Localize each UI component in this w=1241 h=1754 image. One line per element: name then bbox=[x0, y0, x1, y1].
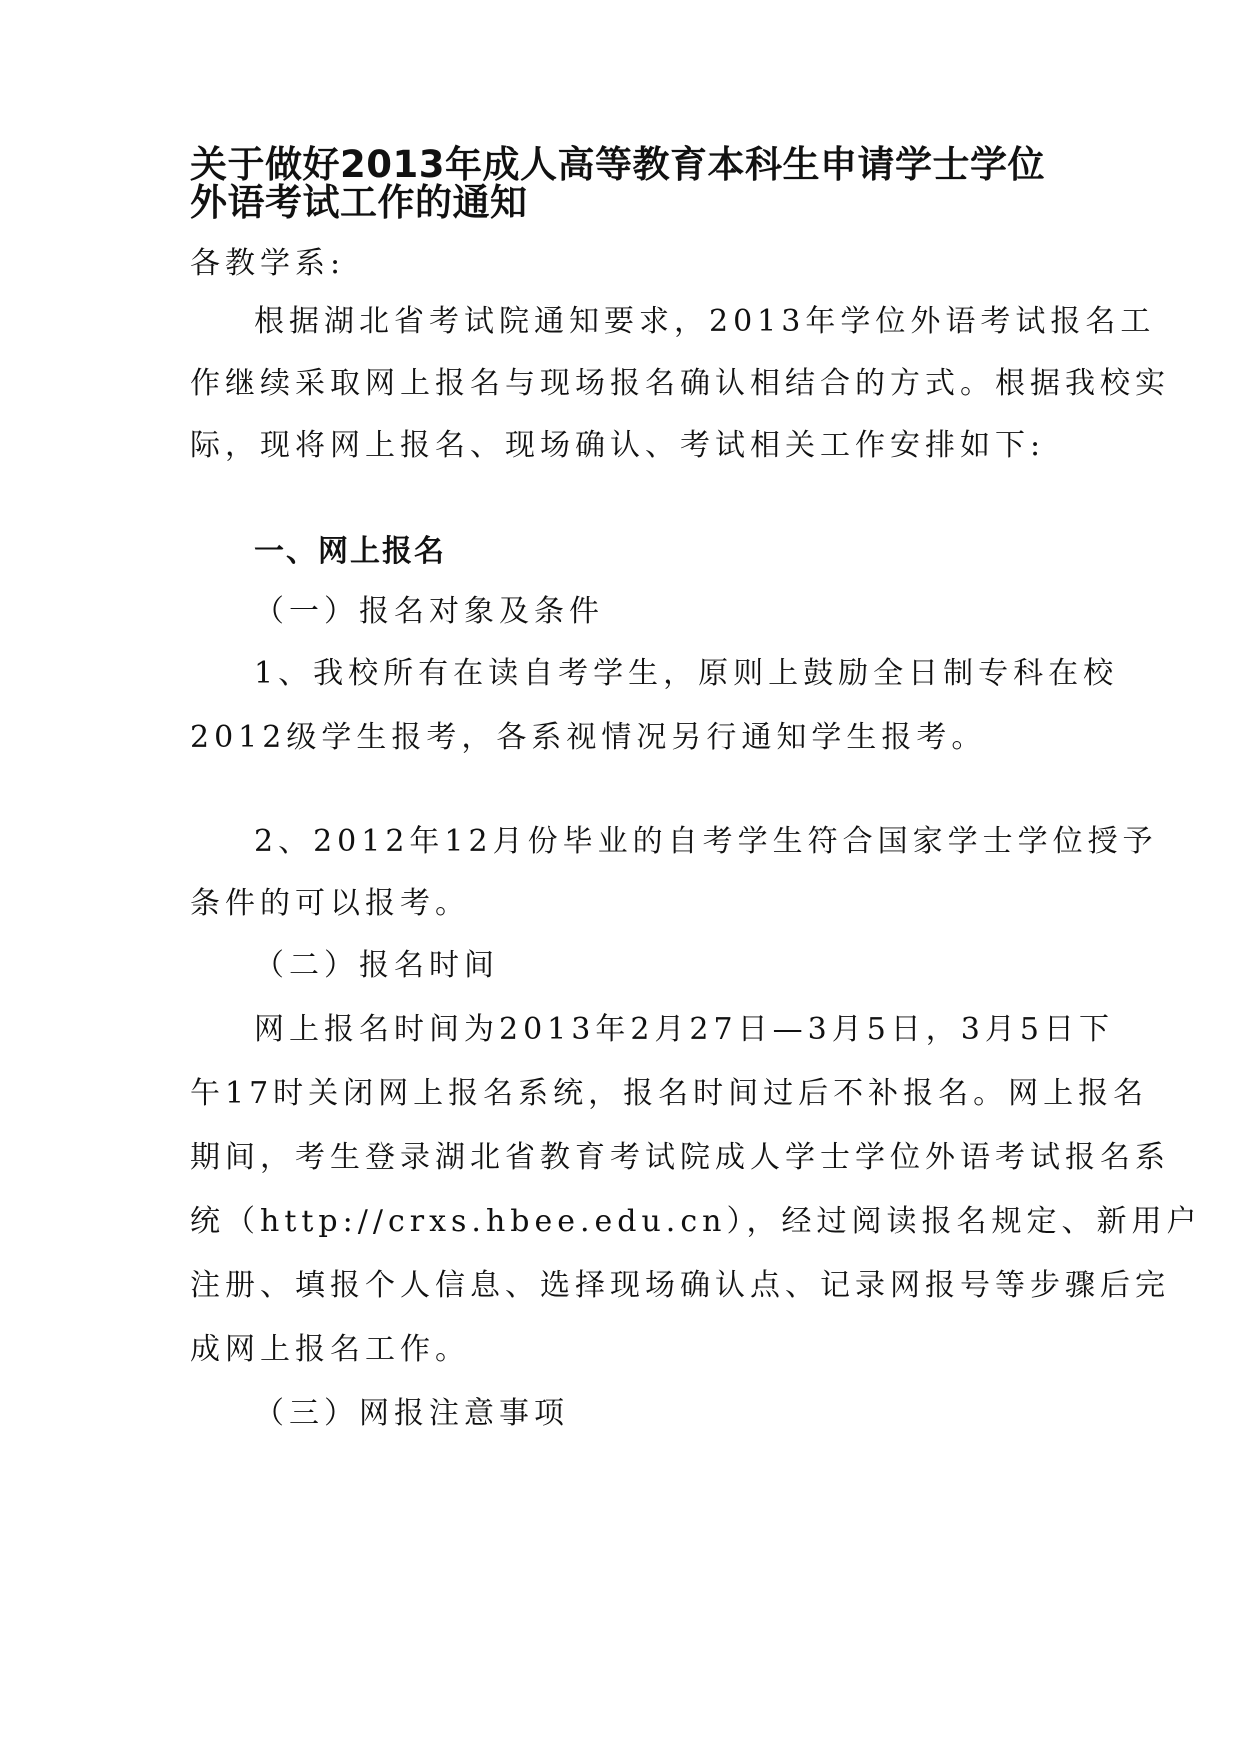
time-line-2: 午17时关闭网上报名系统，报名时间过后不补报名。网上报名 bbox=[190, 1076, 1149, 1111]
intro-line-2: 作继续采取网上报名与现场报名确认相结合的方式。根据我校实 bbox=[190, 366, 1170, 401]
item2-line-2: 条件的可以报考。 bbox=[190, 886, 470, 921]
item1-line-1: 1、我校所有在读自考学生，原则上鼓励全日制专科在校 bbox=[254, 656, 1119, 691]
section-heading-online-registration: 一、网上报名 bbox=[254, 534, 446, 569]
time-line-4: 统（http://crxs.hbee.edu.cn），经过阅读报名规定、新用户 bbox=[190, 1204, 1202, 1239]
intro-line-3: 际，现将网上报名、现场确认、考试相关工作安排如下: bbox=[190, 428, 1046, 463]
item1-line-2: 2012级学生报考，各系视情况另行通知学生报考。 bbox=[190, 720, 987, 755]
subsection-heading-time: （二）报名时间 bbox=[254, 948, 499, 983]
time-line-5: 注册、填报个人信息、选择现场确认点、记录网报号等步骤后完 bbox=[190, 1268, 1170, 1303]
title-line-2: 外语考试工作的通知 bbox=[190, 181, 528, 224]
subsection-heading-eligibility: （一）报名对象及条件 bbox=[254, 594, 604, 629]
salutation: 各教学系: bbox=[190, 246, 346, 281]
time-line-3: 期间，考生登录湖北省教育考试院成人学士学位外语考试报名系 bbox=[190, 1140, 1170, 1175]
item2-line-1: 2、2012年12月份毕业的自考学生符合国家学士学位授予 bbox=[254, 824, 1158, 859]
title-line-1: 关于做好2013年成人高等教育本科生申请学士学位 bbox=[190, 143, 1045, 186]
time-line-1: 网上报名时间为2013年2月27日—3月5日，3月5日下 bbox=[254, 1012, 1114, 1047]
document-title bbox=[190, 143, 1070, 224]
subsection-heading-notes: （三）网报注意事项 bbox=[254, 1396, 569, 1431]
intro-line-1: 根据湖北省考试院通知要求，2013年学位外语考试报名工 bbox=[254, 304, 1156, 339]
time-line-6: 成网上报名工作。 bbox=[190, 1332, 470, 1367]
